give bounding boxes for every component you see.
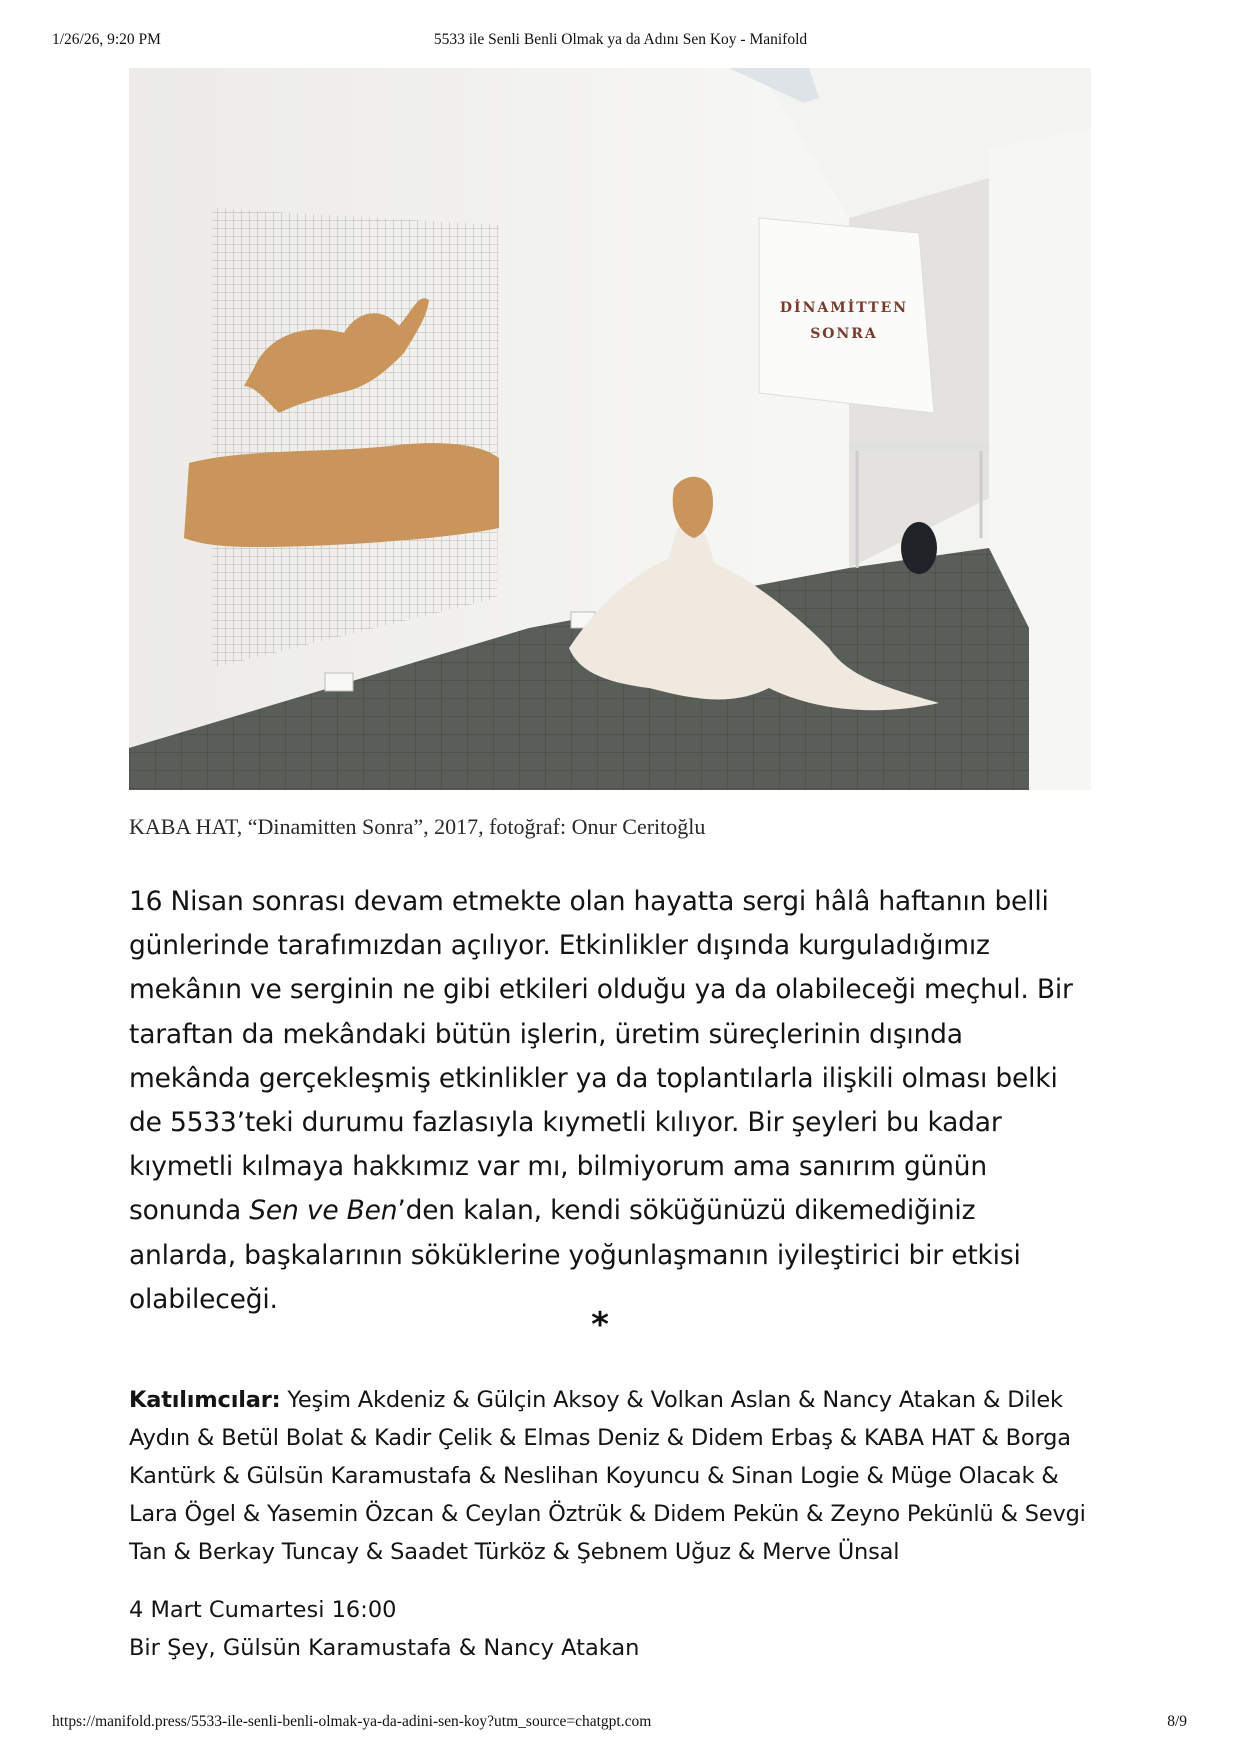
print-datetime: 1/26/26, 9:20 PM xyxy=(52,31,161,48)
participants-label: Katılımcılar: xyxy=(129,1387,281,1413)
participants-block xyxy=(129,1381,1089,1571)
print-url: https://manifold.press/5533-ile-senli-benli-olmak-ya-da-adini-sen-koy?utm_source=chatgpt.com xyxy=(52,1713,652,1730)
section-separator: * xyxy=(591,1305,609,1345)
print-footer xyxy=(0,1713,1241,1735)
banner-line1: DİNAMİTTEN xyxy=(779,300,909,316)
event-block xyxy=(129,1591,1089,1667)
paragraph-text-end: ’den kalan, kendi söküğünüzü dikemediğiniz anlarda, başkalarının söküklerine yoğunlaşmanın iyileştirici bir etkisi olabileceği. xyxy=(129,1195,1021,1315)
paragraph-text-start: 16 Nisan sonrası devam etmekte olan hayatta sergi hâlâ haftanın belli günlerinde tarafımızdan açılıyor. Etkinlikler dışında kurguladığımız mekânın ve serginin ne gibi etkileri olduğu ya da olabileceği meçhul. Bir taraftan da mekândaki bütün işlerin, üretim süreçlerinin dışında mekânda gerçekleşmiş etkinlikler ya da toplantılarla ilişkili olması belki de 5533’teki durumu fazlasıyla kıymetli kılıyor. Bir şeyleri bu kadar kıymetli kılmaya hakkımız var mı, bilmiyorum ama sanırım günün sonunda xyxy=(129,886,1073,1227)
print-header xyxy=(0,31,1241,53)
article-paragraph xyxy=(129,880,1089,1322)
participants-names: Yeşim Akdeniz & Gülçin Aksoy & Volkan Aslan & Nancy Atakan & Dilek Aydın & Betül Bolat & Kadir Çelik & Elmas Deniz & Didem Erbaş & KABA HAT & Borga Kantürk & Gülsün Karamustafa & Neslihan Koyuncu & Sinan Logie & Müge Olacak & Lara Ögel & Yasemin Özcan & Ceylan Öztrük & Didem Pekün & Zeyno Pekünlü & Sevgi Tan & Berkay Tuncay & Saadet Türköz & Şebnem Uğuz & Merve Ünsal xyxy=(129,1387,1086,1565)
page-number: 8/9 xyxy=(1167,1713,1187,1730)
event-date: 4 Mart Cumartesi 16:00 xyxy=(129,1597,397,1623)
exhibition-photo xyxy=(129,68,1091,790)
print-page-title: 5533 ile Senli Benli Olmak ya da Adını Sen Koy - Manifold xyxy=(433,31,808,48)
paragraph-italic-title: Sen ve Ben xyxy=(249,1195,398,1227)
banner-line2: SONRA xyxy=(810,326,878,342)
photo-caption: KABA HAT, “Dinamitten Sonra”, 2017, fotoğraf: Onur Ceritoğlu xyxy=(129,814,706,839)
event-description: Bir Şey, Gülsün Karamustafa & Nancy Atakan xyxy=(129,1635,640,1661)
